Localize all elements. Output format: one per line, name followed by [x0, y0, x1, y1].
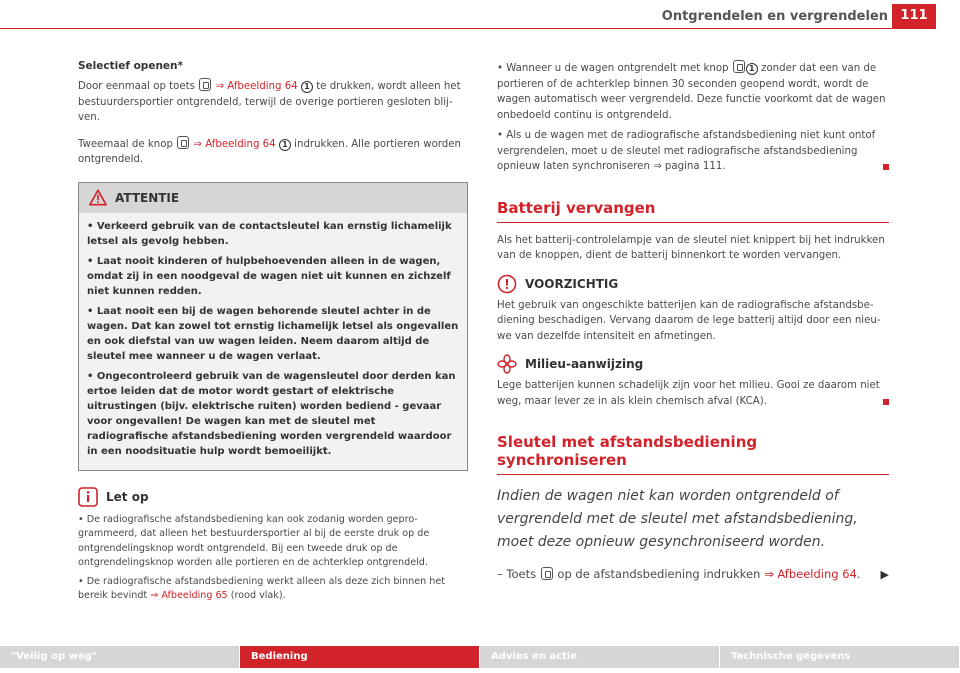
key-button-icon	[177, 136, 189, 149]
key-button-icon	[733, 60, 745, 73]
figure-64-link[interactable]: ⇒ Afbeelding 64	[193, 138, 276, 150]
section-end-mark	[883, 164, 889, 170]
caution-text: Het gebruik van ongeschikte batterijen kan de radiografische afstandsbediening beschadigen. Vervang daarom de lege batterij altijd door een nieuwe van dezelfde intensiteit en afmetingen.	[497, 299, 881, 342]
warning-item: • Verkeerd gebruik van de contactsleutel kan ernstig lichamelijk letsel als gevolg hebben.	[87, 220, 452, 247]
warning-title: ATTENTIE	[115, 190, 180, 205]
figure-64-link[interactable]: ⇒ Afbeelding 64	[764, 567, 857, 581]
figure-65-link[interactable]: ⇒ Afbeelding 65	[150, 590, 228, 601]
key-button-icon	[541, 567, 553, 580]
footer-tab-technical[interactable]: Technische gegevens	[720, 646, 959, 668]
environment-header	[497, 354, 889, 374]
key-button-icon	[199, 78, 211, 91]
warning-triangle-icon	[89, 189, 107, 206]
sync-step: – Toets op de afstandsbediening indrukken ⇒ Afbeelding 64. ▶	[497, 567, 889, 581]
header-rule	[0, 28, 936, 29]
warning-item: • Laat nooit kinderen of hulpbehoevenden alleen in de wagen, omdat zij in een noodgeval de wagen niet uit kunnen en zichzelf niet kunnen redden.	[87, 255, 451, 297]
selective-open-heading: Selectief openen*	[78, 60, 184, 72]
note-header	[78, 487, 468, 507]
note-item: • De radiografische afstandsbediening werkt alleen als deze zich binnen het bereik bevindt ⇒ Afbeelding 65 (rood vlak).	[78, 575, 446, 601]
footer-tab-advice[interactable]: Advies en actie	[480, 646, 719, 668]
environment-title: Milieu-aanwijzing	[525, 357, 644, 371]
battery-section-title: Batterij vervangen	[497, 199, 889, 223]
next-page-arrow-icon: ▶	[880, 568, 889, 581]
footer-tab-operation[interactable]: Bediening	[240, 646, 479, 668]
warning-item: • Laat nooit een bij de wagen behorende sleutel achter in de wagen. Dat kan zowel tot ernstig lichamelijk letsel als ongevallen en ook diefstal van uw wagen leiden. Neem daarom altijd de sleutel mee wanneer u de wagen verlaat.	[87, 305, 459, 362]
footer-tabs	[0, 646, 960, 673]
circle-1-icon: 1	[279, 139, 291, 151]
resync-bullet: • Als u de wagen met de radiografische afstandsbediening niet kunt ontof vergrendelen, moet u de sleutel met radiografische afstandsbediening opnieuw laten synchroniseren ⇒ pagina 111.	[497, 128, 889, 175]
page-number: 111	[892, 4, 936, 28]
right-column	[497, 60, 889, 583]
note-title: Let op	[106, 489, 149, 504]
sync-intro: Indien de wagen niet kan worden ontgrendeld of vergrendeld met de sleutel met afstandsbediening, moet deze opnieuw gesynchroniseerd worden.	[497, 488, 858, 550]
left-column	[78, 60, 468, 608]
environment-icon	[497, 354, 517, 374]
note-item: • De radiografische afstandsbediening kan ook zodanig worden geprogrammeerd, dat alleen het bestuurdersportier al bij de eerste druk op de ontgrendelingsknop wordt ontgrendeld. Bij een tweede druk op de ontgrendelingsknop worden alle portieren en de achterklep ontgrendeld.	[78, 513, 430, 568]
footer-tab-safety[interactable]: "Veilig op weg"	[0, 646, 239, 668]
section-end-mark	[883, 399, 889, 405]
caution-icon	[497, 274, 517, 294]
info-icon	[78, 487, 98, 507]
header-title: Ontgrendelen en vergrendelen	[661, 9, 888, 24]
caution-header	[497, 274, 889, 294]
battery-text: Als het batterij-controlelampje van de sleutel niet knippert bij het indrukken van de knoppen, dient de batterij binnenkort te worden vervangen.	[497, 234, 885, 261]
selective-open-para1: Door eenmaal op toets ⇒ Afbeelding 64 1 te drukken, wordt alleen het bestuurdersportier ontgrendeld, terwijl de overige portieren gesloten blijven.	[78, 78, 468, 126]
sync-section-title: Sleutel met afstandsbediening synchroniseren	[497, 433, 889, 475]
warning-header	[79, 183, 467, 213]
environment-text: Lege batterijen kunnen schadelijk zijn voor het milieu. Gooi ze daarom niet weg, maar lever ze in als klein chemisch afval (KCA).	[497, 378, 889, 409]
selective-open-para2: Tweemaal de knop ⇒ Afbeelding 64 1 indrukken. Alle portieren worden ontgrendeld.	[78, 136, 468, 168]
warning-item: • Ongecontroleerd gebruik van de wagensleutel door derden kan ertoe leiden dat de motor wordt gestart of elektrische uitrustingen (bijv. elektrische ruiten) worden bediend - gevaar voor ongevallen! De wagen kan met de sleutel met radiografische afstandsbediening worden vergrendeld waardoor in een noodsituatie hulp wordt bemoeilijkt.	[87, 370, 456, 457]
caution-title: VOORZICHTIG	[525, 276, 619, 291]
circle-1-icon: 1	[746, 63, 758, 75]
warning-box	[78, 182, 468, 471]
auto-relock-bullet: • Wanneer u de wagen ontgrendelt met knop 1 zonder dat een van de portieren of de achterklep binnen 30 seconden geopend wordt, wordt de wagen automatisch weer vergrendeld. Deze functie voorkomt dat de wagen onbedoeld continu is ontgrendeld.	[497, 60, 889, 123]
circle-1-icon: 1	[301, 81, 313, 93]
figure-64-link[interactable]: ⇒ Afbeelding 64	[215, 81, 298, 92]
